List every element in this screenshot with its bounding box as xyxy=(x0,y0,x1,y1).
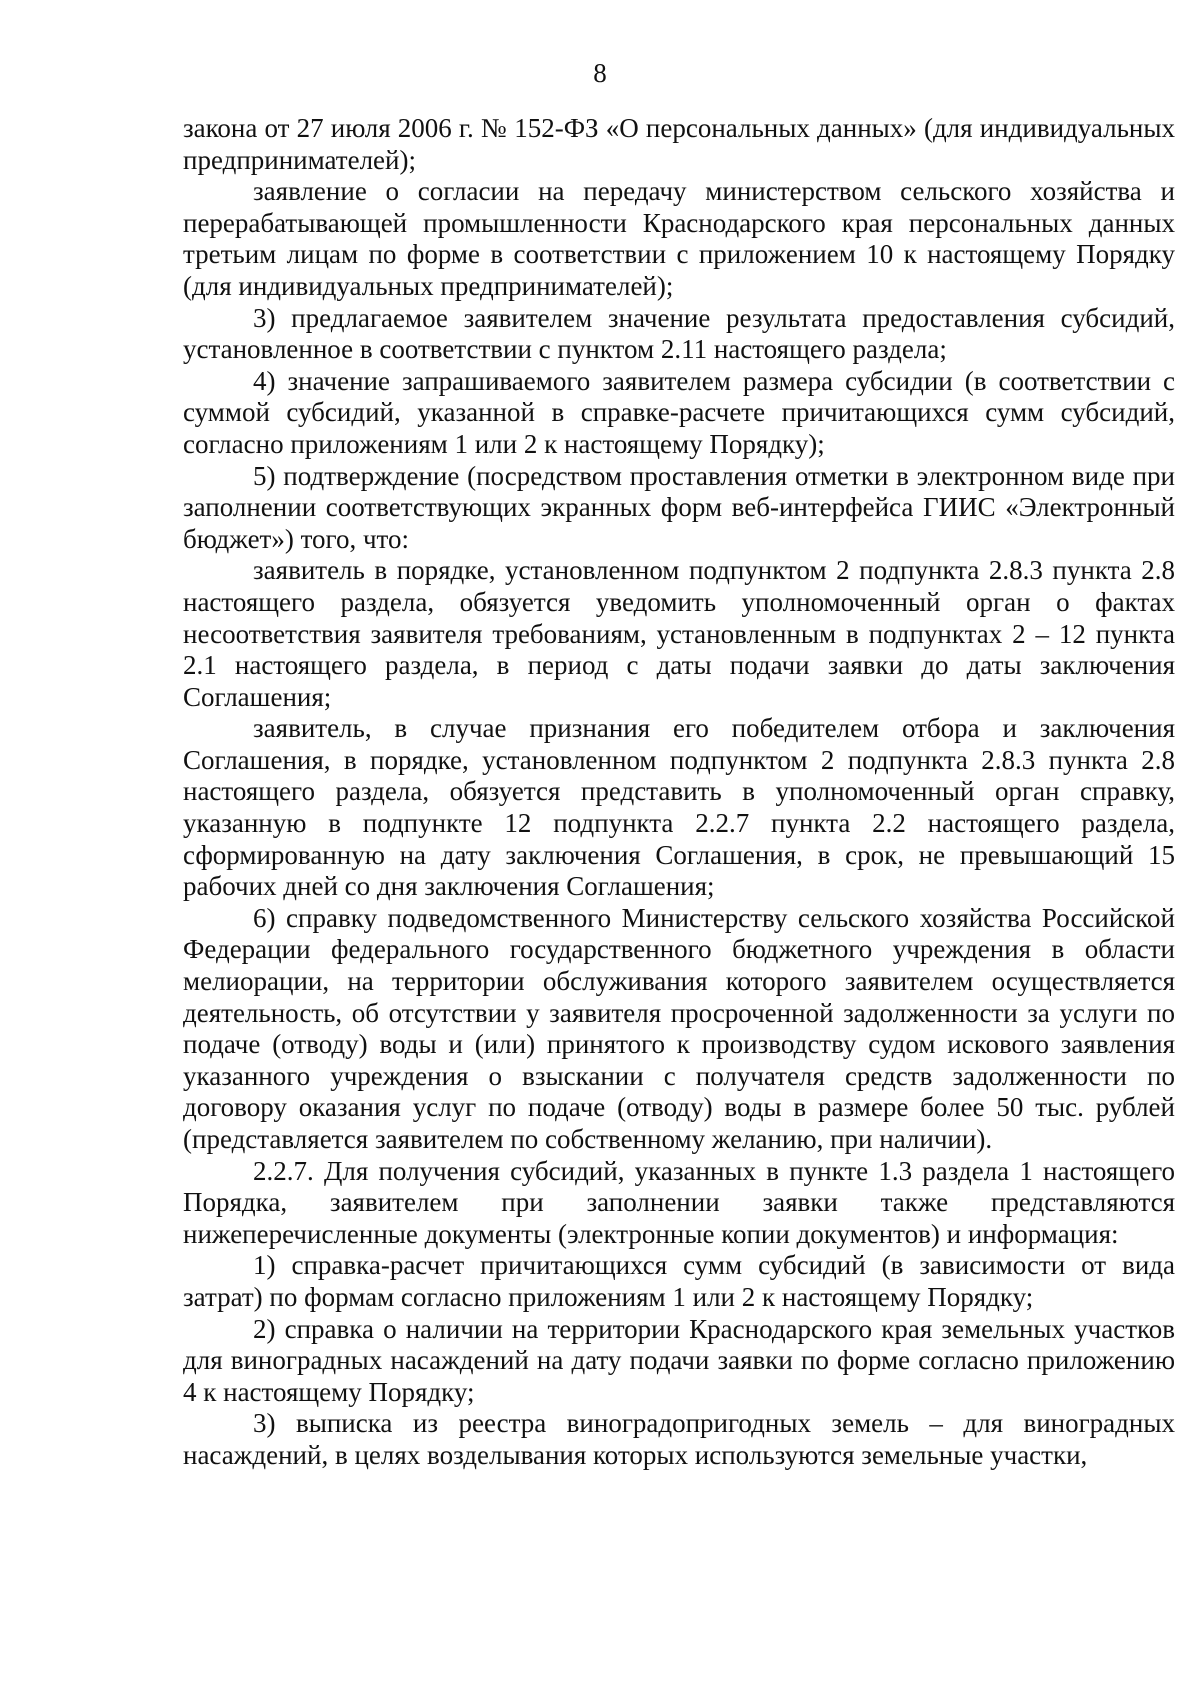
paragraph-certificate-obligation: заявитель, в случае признания его победителем отбора и заключения Соглашения, в порядке, установленном подпунктом 2 подпункта 2.8.3 пункта 2.8 настоящего раздела, обязуется представить в уполномоченный орган справку, указанную в подпункте 12 подпункта 2.2.7 пункта 2.2 настоящего раздела, сформированную на дату заключения Соглашения, в срок, не превышающий 15 рабочих дней со дня заключения Соглашения; xyxy=(183,713,1175,902)
paragraph-consent-statement: заявление о согласии на передачу министерством сельского хозяйства и перерабатывающей промышленности Краснодарского края персональных данных третьим лицам по форме в соответствии с приложением 10 к настоящему Порядку (для индивидуальных предпринимателей); xyxy=(183,176,1175,301)
page-number: 8 xyxy=(593,58,607,88)
paragraph-item-5: 5) подтверждение (посредством проставления отметки в электронном виде при заполнении соответствующих экранных форм веб-интерфейса ГИИС «Электронный бюджет») того, что: xyxy=(183,460,1175,554)
paragraph-doc-item-3: 3) выписка из реестра виноградопригодных земель – для виноградных насаждений, в целях возделывания которых используются земельные участки, xyxy=(183,1408,1175,1470)
paragraph-doc-item-2: 2) справка о наличии на территории Краснодарского края земельных участков для виноградных насаждений на дату подачи заявки по форме согласно приложению 4 к настоящему Порядку; xyxy=(183,1313,1175,1407)
paragraph-item-6: 6) справку подведомственного Министерству сельского хозяйства Российской Федерации федерального государственного бюджетного учреждения в области мелиорации, на территории обслуживания которого заявителем осуществляется деятельность, об отсутствии у заявителя просроченной задолженности за услуги по подаче (отводу) воды и (или) принятого к производству судом искового заявления указанного учреждения о взыскании с получателя средств задолженности по договору оказания услуг по подаче (отводу) воды в размере более 50 тыс. рублей (представляется заявителем по собственному желанию, при наличии). xyxy=(183,902,1175,1154)
paragraph-item-3: 3) предлагаемое заявителем значение результата предоставления субсидий, установленное в соответствии с пунктом 2.11 настоящего раздела; xyxy=(183,302,1175,365)
paragraph-doc-item-1: 1) справка-расчет причитающихся сумм субсидий (в зависимости от вида затрат) по формам согласно приложениям 1 или 2 к настоящему Порядку; xyxy=(183,1250,1175,1312)
paragraph-section-2-2-7: 2.2.7. Для получения субсидий, указанных в пункте 1.3 раздела 1 настоящего Порядка, заявителем при заполнении заявки также представляются нижеперечисленные документы (электронные копии документов) и информация: xyxy=(183,1155,1175,1249)
document-body xyxy=(183,113,1175,1472)
paragraph-law-reference: закона от 27 июля 2006 г. № 152-ФЗ «О персональных данных» (для индивидуальных предпринимателей); xyxy=(183,113,1175,175)
paragraph-item-4: 4) значение запрашиваемого заявителем размера субсидии (в соответствии с суммой субсидий, указанной в справке-расчете причитающихся сумм субсидий, согласно приложениям 1 или 2 к настоящему Порядку); xyxy=(183,365,1175,459)
paragraph-notify-obligation: заявитель в порядке, установленном подпунктом 2 подпункта 2.8.3 пункта 2.8 настоящего раздела, обязуется уведомить уполномоченный орган о фактах несоответствия заявителя требованиям, установленным в подпунктах 2 – 12 пункта 2.1 настоящего раздела, в период с даты подачи заявки до даты заключения Соглашения; xyxy=(183,555,1175,712)
